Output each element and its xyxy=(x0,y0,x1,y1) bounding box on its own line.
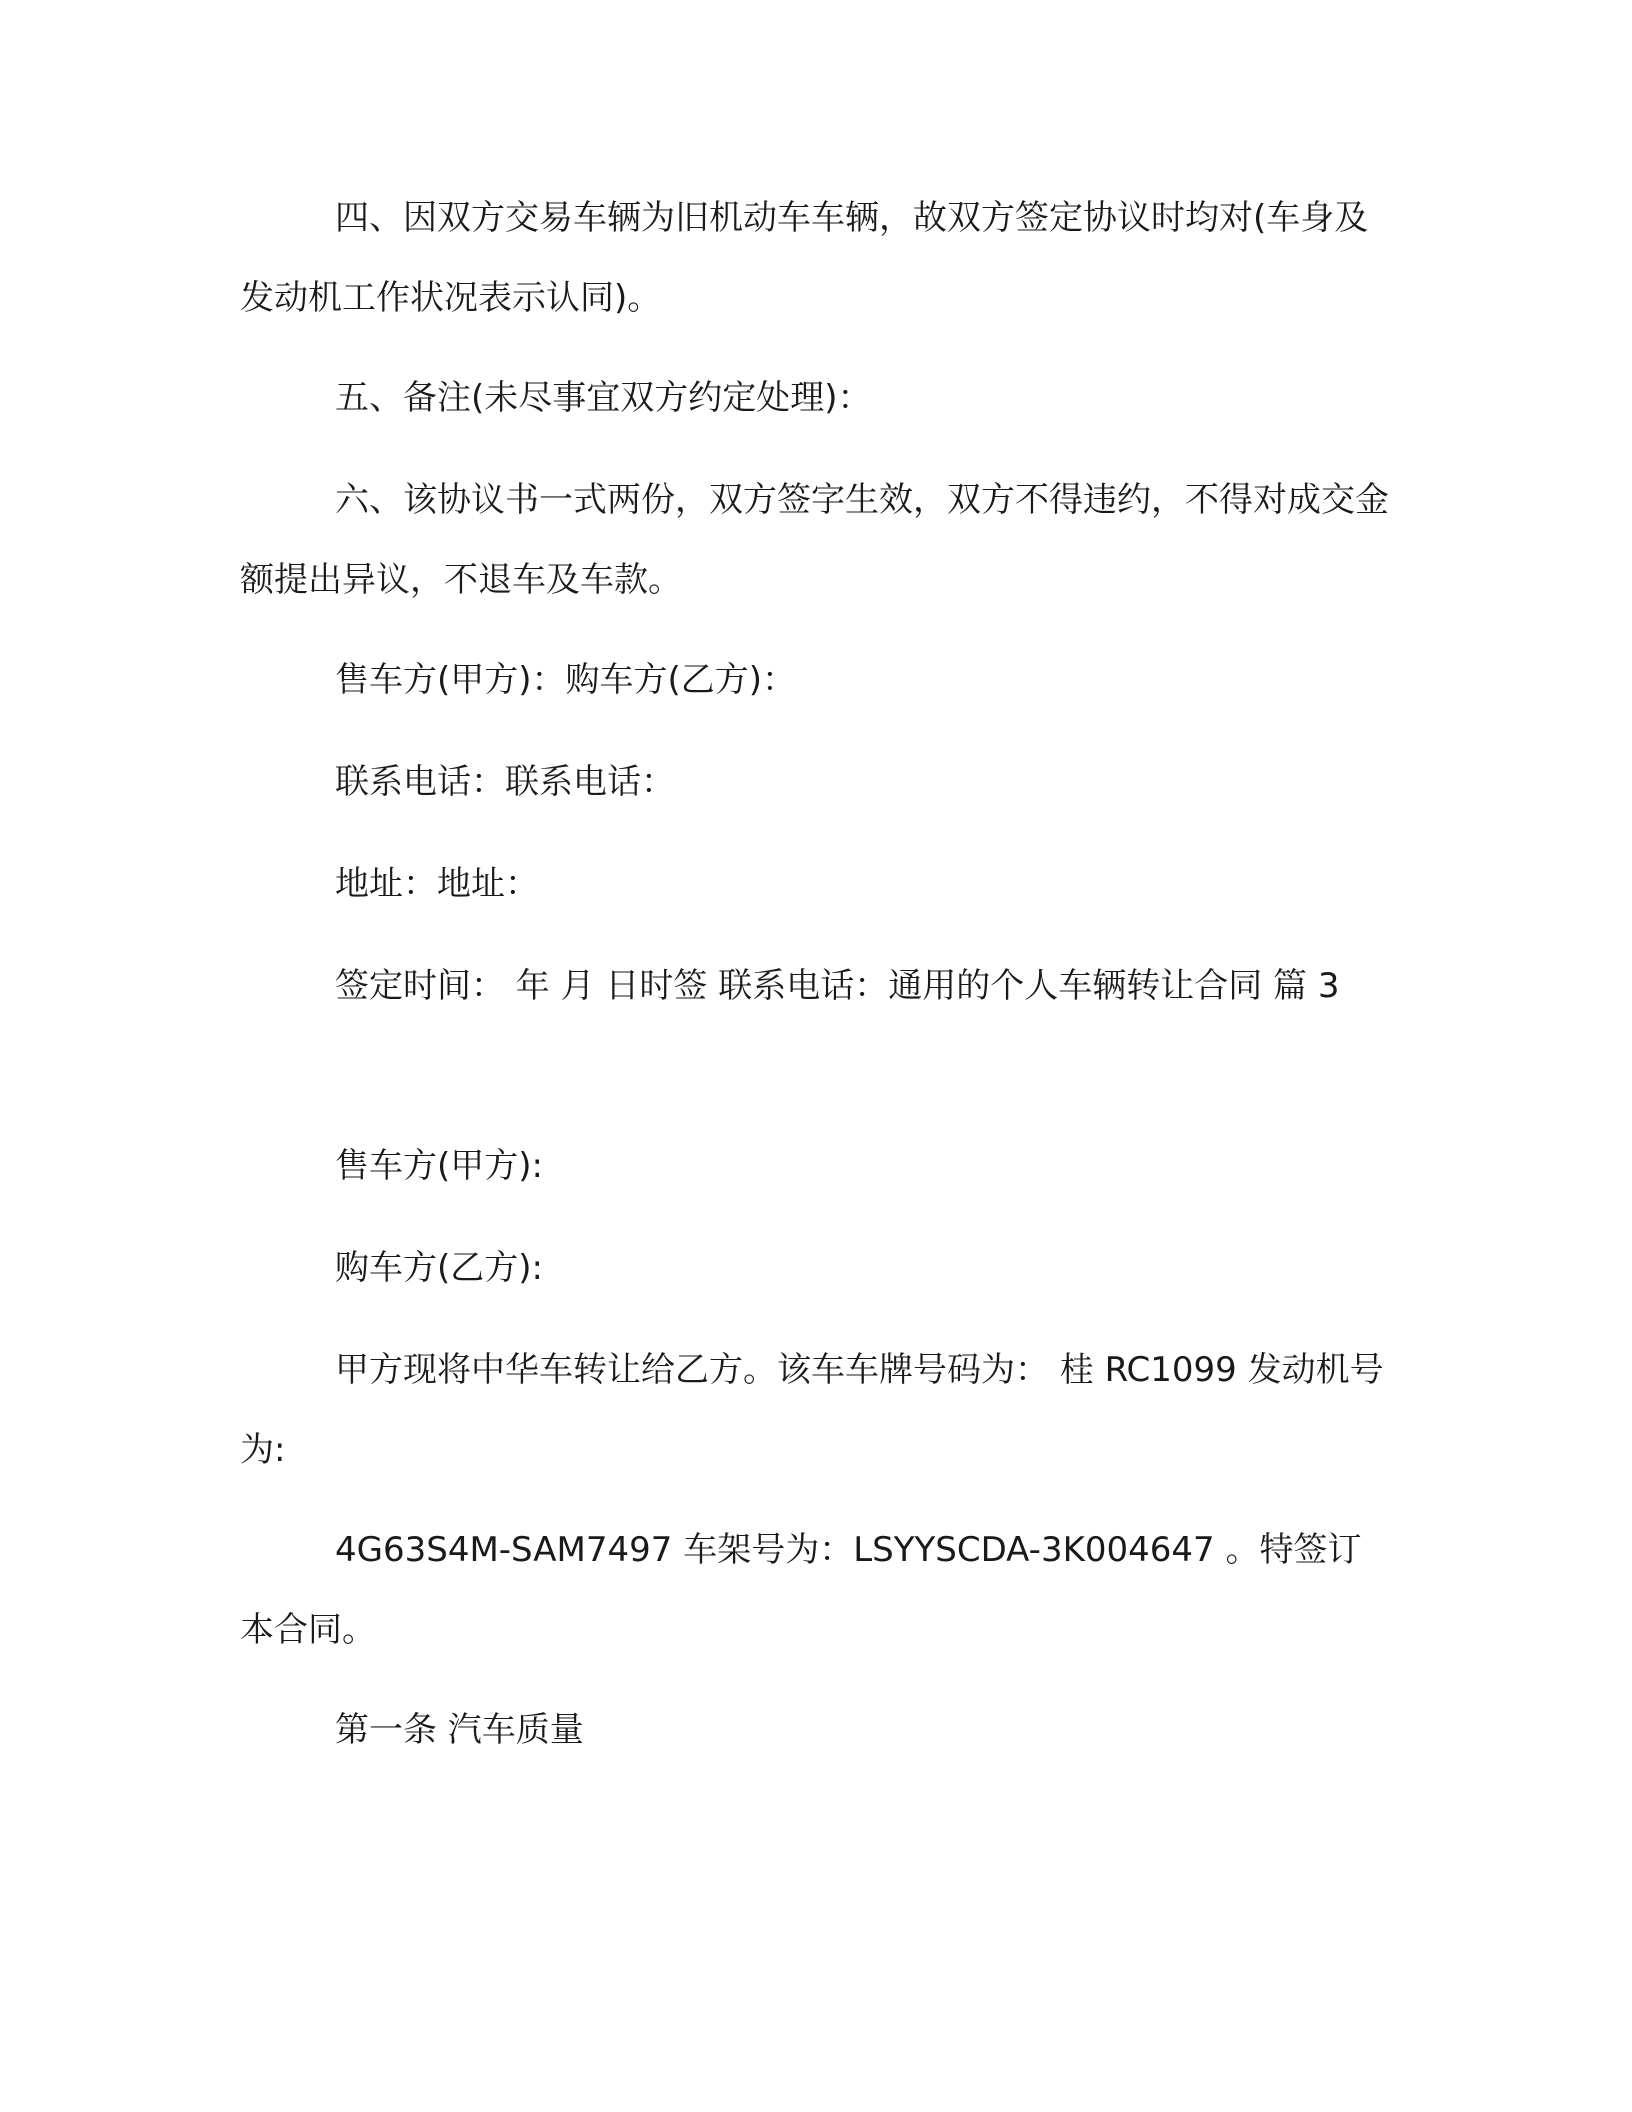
paragraph-buyer: 购车方(乙方): xyxy=(335,1248,543,1288)
paragraph-clause-6: 六、该协议书一式两份，双方签字生效，双方不得违约，不得对成交金额提出异议，不退车及车款。 xyxy=(240,480,1389,600)
paragraph-address: 地址：地址： xyxy=(335,864,539,904)
paragraph-signing-time: 签定时间： 年 月 日时签 联系电话：通用的个人车辆转让合同 篇 3 xyxy=(335,966,1340,1006)
paragraph-clause-4: 四、因双方交易车辆为旧机动车车辆，故双方签定协议时均对(车身及发动机工作状况表示认同)。 xyxy=(240,198,1369,318)
paragraph-parties: 售车方(甲方)：购车方(乙方)： xyxy=(335,660,797,700)
paragraph-transfer: 甲方现将中华车转让给乙方。该车车牌号码为： 桂 RC1099 发动机号为: xyxy=(240,1350,1384,1470)
paragraph-engine-frame: 4G63S4M-SAM7497 车架号为：LSYYSCDA-3K004647 。特签订本合同。 xyxy=(240,1530,1362,1650)
paragraph-phone: 联系电话：联系电话： xyxy=(335,762,675,802)
paragraph-article-1: 第一条 汽车质量 xyxy=(335,1710,584,1750)
paragraph-clause-5: 五、备注(未尽事宜双方约定处理)： xyxy=(335,378,872,418)
paragraph-seller: 售车方(甲方): xyxy=(335,1146,543,1186)
